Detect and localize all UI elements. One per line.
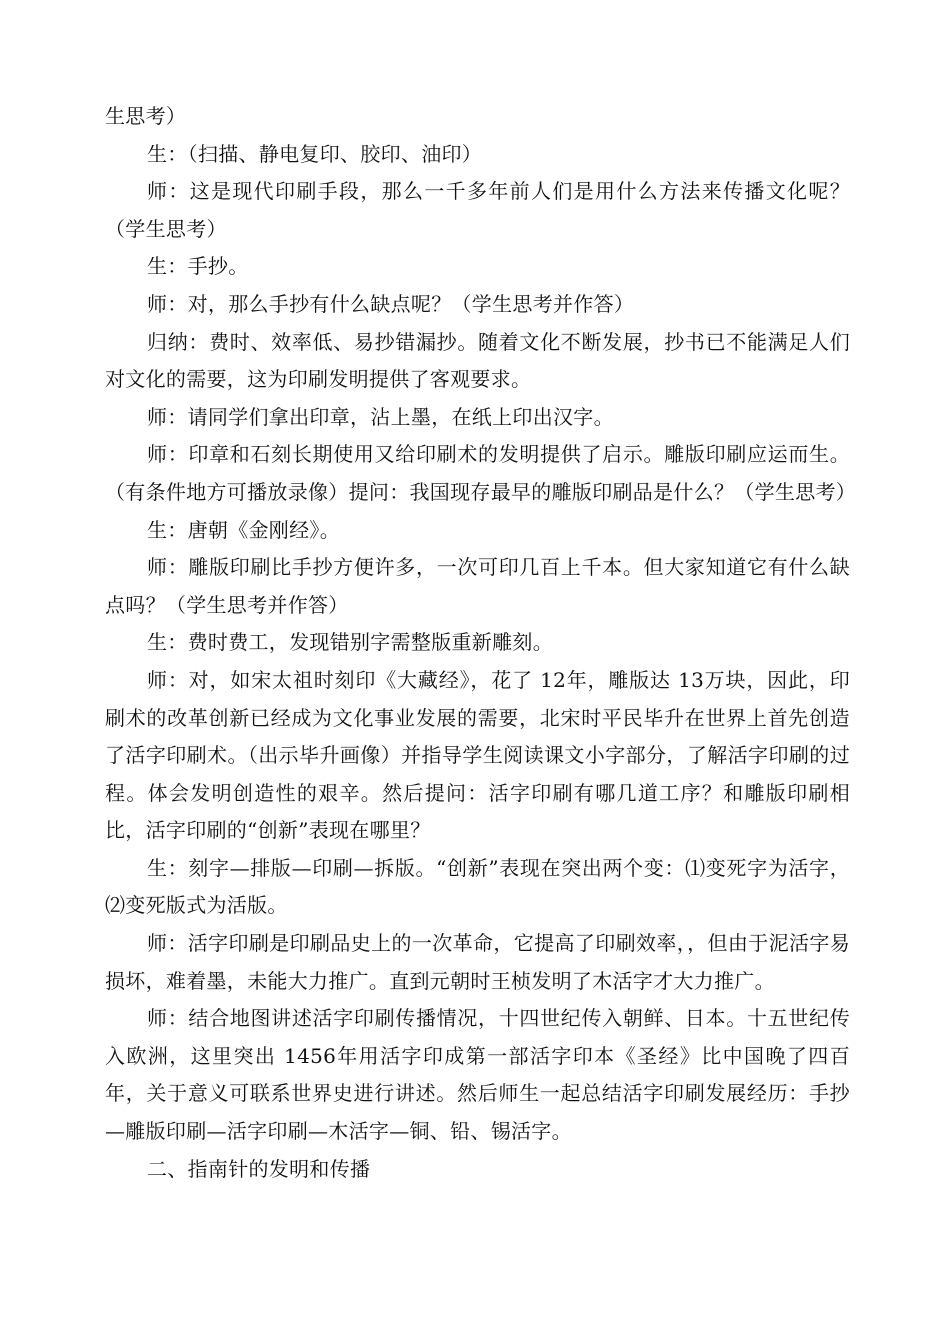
paragraph-6: 归纳：费时、效率低、易抄错漏抄。随着文化不断发展，抄书已不能满足人们对文化的需要，这为印刷发明提供了客观要求。 [105,329,850,392]
paragraph-15: 师：结合地图讲述活字印刷传播情况，十四世纪传入朝鲜、日本。十五世纪传入欧洲，这里突出 1456年用活字印成第一部活字印本《圣经》比中国晚了四百年，关于意义可联系世界史进行讲述。然后师生一起总结活字印刷发展经历：手抄—雕版印刷—活字印刷—木活字—铜、铅、锡活字。 [105,1006,850,1144]
section-heading: 二、指南针的发明和传播 [147,1156,371,1181]
paragraph-10: 师：雕版印刷比手抄方便许多，一次可印几百上千本。但大家知道它有什么缺点吗？（学生思考并作答） [105,555,850,617]
paragraph-5: 师：对，那么手抄有什么缺点呢？（学生思考并作答） [147,291,635,316]
paragraph-3: 师：这是现代印刷手段，那么一千多年前人们是用什么方法来传播文化呢？（学生思考） [105,179,850,241]
paragraph-7: 师：请同学们拿出印章，沾上墨，在纸上印出汉字。 [147,404,614,429]
paragraph-13: 生：刻字—排版—印刷—拆版。“创新”表现在突出两个变：⑴变死字为活字，⑵变死版式为活版。 [105,855,850,918]
paragraph-11: 生：费时费工，发现错别字需整版重新雕刻。 [147,630,553,655]
paragraph-8: 师：印章和石刻长期使用又给印刷术的发明提供了启示。雕版印刷应运而生。（有条件地方可播放录像）提问：我国现存最早的雕版印刷品是什么？（学生思考） [105,442,857,504]
paragraph-14: 师：活字印刷是印刷品史上的一次革命，它提高了印刷效率，，但由于泥活字易损坏，难着墨，未能大力推广。直到元朝时王桢发明了木活字才大力推广。 [105,931,850,993]
paragraph-2: 生：（扫描、静电复印、胶印、油印） [147,141,483,166]
paragraph-9: 生：唐朝《金刚经》。 [147,517,340,542]
paragraph-4: 生：手抄。 [147,254,249,279]
paragraph-1: 生思考） [105,104,187,128]
paragraph-12: 师：对，如宋太祖时刻印《大藏经》，花了 12年，雕版达 13万块，因此，印刷术的改革创新已经成为文化事业发展的需要，北宋时平民毕升在世界上首先创造了活字印刷术。（出示毕升画像）并指导学生阅读课文小字部分，了解活字印刷的过程。体会发明创造性的艰辛。然后提问：活字印刷有哪几道工序？和雕版印刷相比，活字印刷的“创新”表现在哪里？ [105,667,850,843]
document-body [105,98,857,1188]
